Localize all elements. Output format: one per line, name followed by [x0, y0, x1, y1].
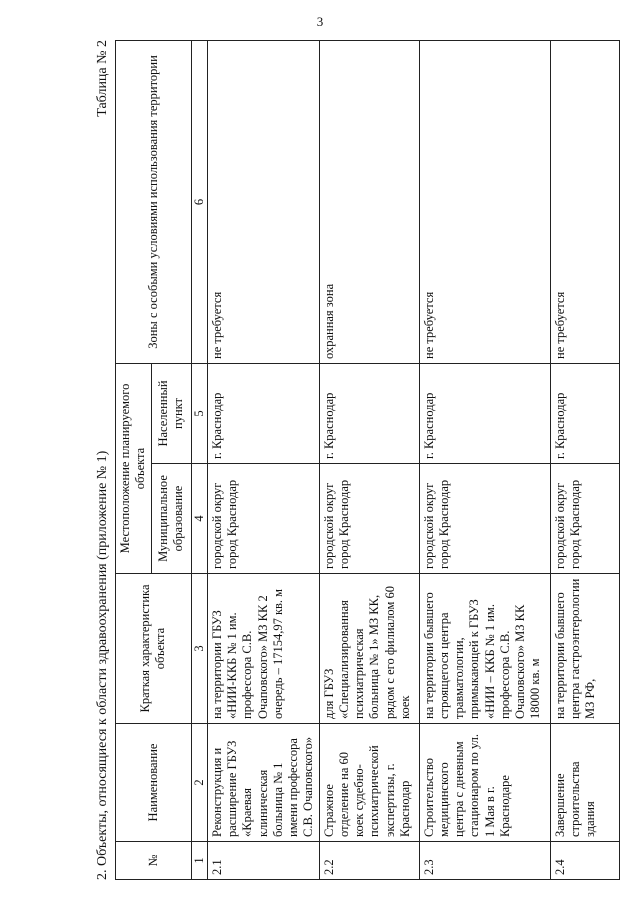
table-row: [207, 41, 319, 880]
table-row: [319, 41, 419, 880]
row-settlement: г. Краснодар: [207, 363, 319, 463]
header-settlement: Населенный пункт: [151, 363, 191, 463]
column-number: 4: [191, 464, 207, 574]
row-settlement: г. Краснодар: [419, 363, 550, 463]
row-description: на территории ГБУЗ «НИИ-ККБ № 1 им. профессора С.В. Очаповского» МЗ КК 2 очередь – 17154,97 кв. м: [207, 574, 319, 724]
row-municipal: городской округ город Краснодар: [550, 464, 620, 574]
table-row: [550, 41, 620, 880]
row-zones: охранная зона: [319, 41, 419, 364]
row-settlement: г. Краснодар: [550, 363, 620, 463]
header-name: Наименование: [116, 724, 192, 842]
row-description: на территории бывшего центра гастроэнтерологии МЗ РФ,: [550, 574, 620, 724]
row-description: на территории бывшего строящегося центра травматологии, примыкающей к ГБУЗ «НИИ – ККБ № 1 им. профессора С.В. Очаповского» МЗ КК 18000 кв. м: [419, 574, 550, 724]
column-number: 5: [191, 363, 207, 463]
row-settlement: г. Краснодар: [319, 363, 419, 463]
row-description: для ГБУЗ «Специализированная психиатрическая больница № 1» МЗ КК, рядом с его филиалом 60 коек: [319, 574, 419, 724]
health-objects-table: [115, 40, 620, 880]
column-number: 1: [191, 842, 207, 880]
row-municipal: городской округ город Краснодар: [319, 464, 419, 574]
header-num: №: [116, 842, 192, 880]
row-num: 2.2: [319, 842, 419, 880]
row-num: 2.3: [419, 842, 550, 880]
row-num: 2.4: [550, 842, 620, 880]
header-description: Краткая характеристика объекта: [116, 574, 192, 724]
header-location: Местоположение планируемого объекта: [116, 363, 152, 573]
row-municipal: городской округ город Краснодар: [207, 464, 319, 574]
header-municipal: Муниципальное образование: [151, 464, 191, 574]
row-zones: не требуется: [419, 41, 550, 364]
row-zones: не требуется: [550, 41, 620, 364]
page-number: 3: [316, 14, 324, 29]
row-num: 2.1: [207, 842, 319, 880]
column-number: 6: [191, 41, 207, 364]
header-zones: Зоны с особыми условиями использования территории: [116, 41, 192, 364]
row-municipal: городской округ город Краснодар: [419, 464, 550, 574]
rotated-page-content: [95, 40, 625, 880]
column-number: 3: [191, 574, 207, 724]
row-zones: не требуется: [207, 41, 319, 364]
table-row: [419, 41, 550, 880]
column-number: 2: [191, 724, 207, 842]
row-name: Реконструкция и расширение ГБУЗ «Краевая клиническая больница № 1 имени профессора С.В. Очаповского»: [207, 724, 319, 842]
row-name: Стражное отделение на 60 коек судебно-психиатрической экспертизы, г. Краснодар: [319, 724, 419, 842]
section-heading: 2. Объекты, относящиеся к области здравоохранения (приложение № 1): [95, 450, 110, 880]
row-name: Завершение строительства здания: [550, 724, 620, 842]
row-name: Строительство медицинского центра с дневным стационаром по ул. 1 Мая в г. Краснодаре: [419, 724, 550, 842]
table-label: Таблица № 2: [95, 40, 110, 117]
